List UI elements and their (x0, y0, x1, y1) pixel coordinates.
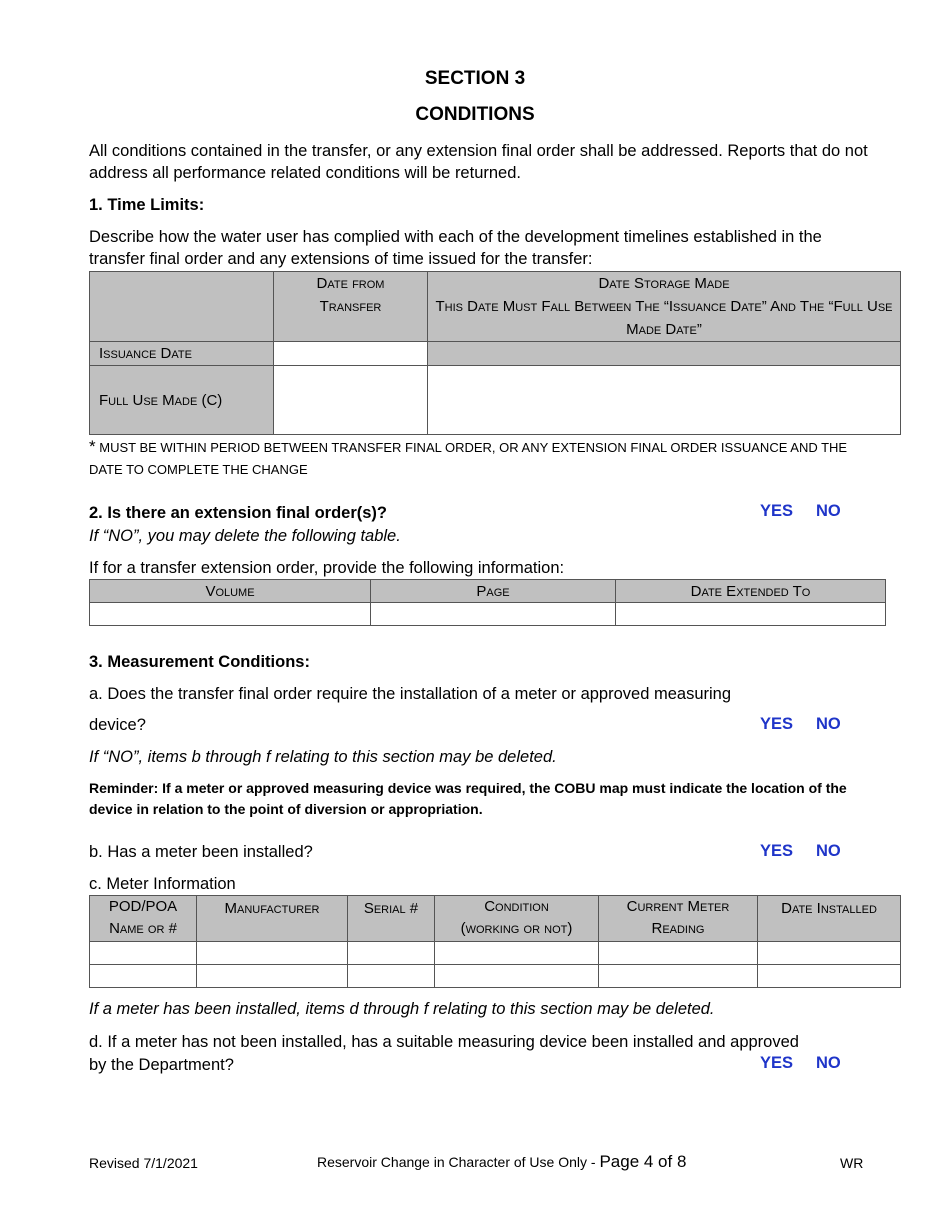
header-date-storage-made (428, 272, 901, 342)
volume-cell[interactable] (90, 603, 371, 626)
time-limits-table (89, 271, 901, 435)
q1-footnote (89, 436, 879, 481)
extension-table (89, 579, 886, 626)
q3a-line2: device? (89, 716, 146, 734)
footer-center (317, 1152, 686, 1172)
q3c-note: If a meter has been installed, items d through f relating to this section may be deleted. (89, 1000, 715, 1018)
q2-prompt: If for a transfer extension order, provide the following information: (89, 559, 565, 577)
q1-description: Describe how the water user has complied with each of the development timelines established in the transfer final order and any extensions of time issued for the transfer: (89, 228, 822, 268)
row-issuance-date-label: Issuance Date (90, 342, 274, 366)
q3d-no-option[interactable]: NO (816, 1054, 841, 1072)
header-pod-poa (90, 896, 197, 942)
header-page: Page (371, 580, 616, 603)
header-current-meter-reading (599, 896, 758, 942)
header-date-extended-to: Date Extended To (616, 580, 886, 603)
footer-revised: Revised 7/1/2021 (89, 1155, 198, 1171)
meter-row1-condition[interactable] (435, 942, 599, 965)
footer-title: Reservoir Change in Character of Use Only - (317, 1154, 600, 1170)
footnote-star: * (89, 437, 96, 456)
header-date-storage-line1: Date Storage Made (598, 275, 730, 292)
blank-header-cell (90, 272, 274, 342)
meter-information-table (89, 895, 901, 988)
q3a-yes-option[interactable]: YES (760, 715, 794, 733)
header-date-from-line2: Transfer (319, 298, 382, 315)
q3a-no-option[interactable]: NO (816, 715, 841, 733)
q3a-line1: a. Does the transfer final order require the installation of a meter or approved measuring (89, 685, 732, 703)
header-volume: Volume (90, 580, 371, 603)
q2-yes-option[interactable]: YES (760, 502, 794, 520)
meter-row1-pod[interactable] (90, 942, 197, 965)
header-pod-poa-line2: Name or # (109, 920, 177, 937)
header-manufacturer: Manufacturer (197, 896, 348, 942)
header-condition (435, 896, 599, 942)
meter-row1-serial[interactable] (348, 942, 435, 965)
date-extended-cell[interactable] (616, 603, 886, 626)
header-date-from-line1: Date from (316, 275, 385, 292)
q3d-line2: by the Department? (89, 1056, 234, 1074)
q1-heading: 1. Time Limits: (89, 196, 205, 214)
page-cell[interactable] (371, 603, 616, 626)
meter-row1-reading[interactable] (599, 942, 758, 965)
q3-heading: 3. Measurement Conditions: (89, 653, 310, 671)
reminder-text: Reminder: If a meter or approved measuring device was required, the COBU map must indicate the location of the device in relation to the point of diversion or appropriation. (89, 780, 847, 817)
row-full-use-made-label: Full Use Made (C) (90, 366, 274, 435)
q2-heading: 2. Is there an extension final order(s)? (89, 504, 387, 522)
footnote-text: MUST BE WITHIN PERIOD BETWEEN TRANSFER FINAL ORDER, OR ANY EXTENSION FINAL ORDER ISSUANCE AND THE DATE TO COMPLETE THE CHANGE (89, 440, 848, 477)
header-condition-line2: (working or not) (460, 920, 573, 937)
meter-row1-date[interactable] (758, 942, 901, 965)
header-date-storage-line2: This Date Must Fall Between The “Issuance Date” And The “Full Use Made Date” (435, 298, 893, 338)
q3a-note: If “NO”, items b through f relating to this section may be deleted. (89, 748, 557, 766)
meter-row2-condition[interactable] (435, 965, 599, 988)
q3d-line1: d. If a meter has not been installed, has a suitable measuring device been installed and approved (89, 1033, 799, 1051)
meter-row2-date[interactable] (758, 965, 901, 988)
header-serial: Serial # (348, 896, 435, 942)
section-subtitle: CONDITIONS (415, 104, 535, 125)
q3d-yes-option[interactable]: YES (760, 1054, 794, 1072)
q2-note: If “NO”, you may delete the following table. (89, 527, 401, 545)
header-date-installed: Date Installed (758, 896, 901, 942)
q3b-yes-option[interactable]: YES (760, 842, 794, 860)
section-title: SECTION 3 (424, 68, 526, 89)
meter-row2-serial[interactable] (348, 965, 435, 988)
meter-row2-pod[interactable] (90, 965, 197, 988)
header-pod-poa-line1: POD/POA (108, 898, 178, 915)
footer-wr: WR (840, 1155, 864, 1171)
issuance-date-from-transfer-cell[interactable] (274, 342, 428, 366)
q3c-label: c. Meter Information (89, 875, 236, 893)
full-use-date-storage-cell[interactable] (428, 366, 901, 435)
meter-row1-manufacturer[interactable] (197, 942, 348, 965)
q2-no-option[interactable]: NO (816, 502, 841, 520)
intro-paragraph: All conditions contained in the transfer, or any extension final order shall be addressed. Reports that do not address all performance related conditions will be returned. (89, 142, 868, 182)
header-condition-line1: Condition (484, 898, 549, 915)
header-reading-line1: Current Meter (626, 898, 730, 915)
full-use-date-from-transfer-cell[interactable] (274, 366, 428, 435)
header-date-from-transfer (274, 272, 428, 342)
q3b-question: b. Has a meter been installed? (89, 843, 313, 861)
footer-page-number: Page 4 of 8 (599, 1152, 687, 1171)
q3b-no-option[interactable]: NO (816, 842, 841, 860)
header-reading-line2: Reading (651, 920, 705, 937)
meter-row2-reading[interactable] (599, 965, 758, 988)
meter-row2-manufacturer[interactable] (197, 965, 348, 988)
issuance-date-storage-cell (428, 342, 901, 366)
